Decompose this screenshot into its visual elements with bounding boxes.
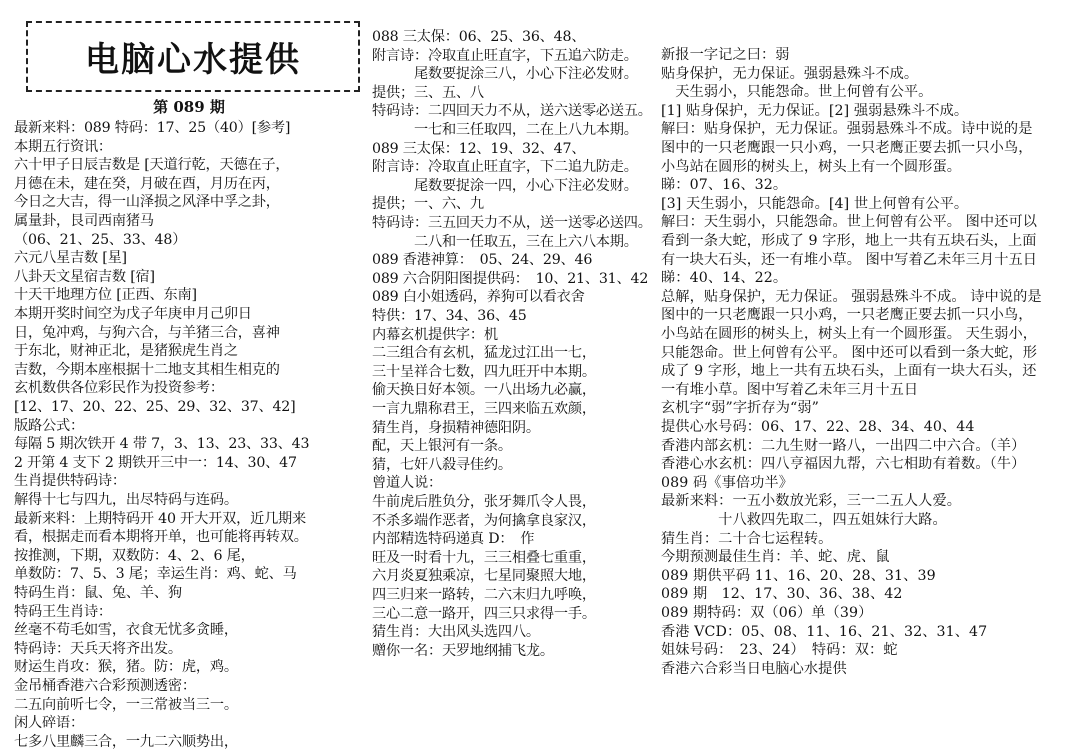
- middle-line: 偷天换日好本领。一八出场九必赢，: [372, 382, 596, 399]
- middle-line: 二三组合有玄机，猛龙过江出一七，: [372, 345, 596, 362]
- right-line: 新报一字记之曰：弱: [661, 47, 790, 63]
- right-line: 提供心水号码：06、17、22、28、34、40、44: [661, 419, 975, 435]
- middle-line: 提供；三、五、八: [372, 84, 484, 101]
- right-line: 香港 VCD：05、08、11、16、21、32、31、47: [661, 623, 988, 640]
- right-line: 香港六合彩当日电脑心水提供: [661, 660, 847, 677]
- left-line: 按推测，下期，双数防：4、2、6 尾，: [14, 547, 255, 564]
- middle-line: 尾数要捉涂一四，小心下注必发财。: [372, 177, 638, 194]
- right-line: 089 期特码：双（06）单（39）: [661, 605, 873, 621]
- right-line: 睇：07、16、32。: [661, 177, 788, 194]
- left-line: 今日之大吉，得一山泽损之风泽中孚之卦，: [14, 194, 280, 211]
- middle-line: 配，天上银河有一条。: [372, 438, 512, 455]
- left-line: 特码生肖：鼠、兔、羊、狗: [14, 585, 182, 601]
- left-line: 属量卦，艮司西南猪马: [14, 213, 154, 229]
- left-line: 2 开第 4 支下 2 期铁开三中一：14、30、47: [14, 454, 297, 471]
- left-line: 月德在未，建在癸，月破在酉，月历在丙，: [14, 175, 280, 192]
- middle-line: 猜生肖：大出风头选四八。: [372, 624, 540, 641]
- middle-line: 二八和一任取五，三在上六八本期。: [372, 233, 638, 250]
- right-line: 解曰：天生弱小，只能怨命。世上何曾有公平。 图中还可以: [661, 214, 1038, 231]
- left-line: 日，兔冲鸡，与狗六合，与羊猪三合，喜神: [14, 324, 280, 341]
- left-line: 六十甲子日辰吉数是 [天道行乾，天德在子，: [14, 157, 290, 174]
- right-line: 姐妹号码： 23、24） 特码：双：蛇: [661, 642, 898, 659]
- middle-line: 一七和三任取四，二在上八九本期。: [372, 122, 638, 138]
- middle-line: 088 三太保：06、25、36、48、: [372, 29, 586, 45]
- page-title: 电脑心水提供: [85, 40, 301, 80]
- left-line: 单数防：7、5、3 尾；幸运生肖：鸡、蛇、马: [14, 566, 297, 583]
- right-line: [3] 天生弱小，只能怨命。[4] 世上何曾有公平。: [661, 195, 969, 212]
- left-line: （06、21、25、33、48）: [14, 231, 187, 248]
- middle-line: 089 六合阴阳图提供码： 10、21、31、42: [372, 270, 649, 287]
- right-line: 猜生肖：二十合七运程转。: [661, 530, 833, 547]
- right-line: 成了 9 字形，地上一共有五块石头，上面有一块大石头，还: [661, 363, 1037, 380]
- left-line: 本期五行资讯：: [14, 138, 112, 155]
- middle-line: 旺及一时看十九，三三相叠七重重，: [372, 549, 596, 566]
- right-line: 一有堆小草。图中写着乙未年三月十五日: [661, 381, 919, 398]
- right-line: 图中的一只老鹰跟一只小鸡，一只老鹰正要去抓一只小鸟，: [661, 307, 1033, 324]
- middle-line: 附言诗：冷取直止旺直字，下五追六防走。: [372, 47, 638, 64]
- left-line: 金吊桶香港六合彩预测透密：: [14, 678, 196, 694]
- left-line: 六元八星吉数 [星]: [14, 250, 127, 267]
- left-line: 吉数，今期本座根据十二地支其相生相克的: [14, 361, 280, 378]
- title-banner: [26, 21, 360, 92]
- right-line: 睇：40、14、22。: [661, 270, 788, 287]
- middle-line: 猜生肖，身损精神德阳阴。: [372, 419, 540, 436]
- middle-line: 089 三太保：12、19、32、47、: [372, 140, 586, 157]
- right-line: 今期预测最佳生肖：羊、蛇、虎、鼠: [661, 549, 890, 566]
- right-line: 十八救四先取二，四五姐妹行大路。: [661, 512, 947, 528]
- middle-line: 猜，七奸八殺寻佳约。: [372, 456, 512, 473]
- left-line: 玄机数供各位彩民作为投资参考：: [14, 380, 224, 397]
- right-line: 089 期 12、17、30、36、38、42: [661, 586, 903, 603]
- right-line: 089 期供平码 11、16、20、28、31、39: [661, 567, 936, 584]
- middle-line: 附言诗：冷取直止旺直字，下二追九防走。: [372, 159, 638, 176]
- right-line: [1] 贴身保护，无力保证。[2] 强弱悬殊斗不成。: [661, 102, 969, 119]
- right-line: 089 码《事倍功半》: [661, 474, 794, 491]
- middle-line: 赠你一名：天罗地纲捕飞龙。: [372, 642, 554, 659]
- left-line: 丝毫不苟毛如雪，衣食无忧多贪睡，: [14, 622, 238, 639]
- left-line: 生肖提供特码诗：: [14, 473, 126, 490]
- left-line: 特码诗：天兵天将齐出发。: [14, 640, 182, 657]
- middle-line: 六月炎夏独乘凉，七星同聚照大地，: [372, 568, 596, 585]
- left-line: 财运生肖攻：猴，猪。防：虎，鸡。: [14, 659, 238, 676]
- right-line: 看到一条大蛇，形成了 9 字形，地上一共有五块石头，上面: [661, 233, 1037, 249]
- right-line: 小鸟站在圆形的树头上，树头上有一个圆形蛋。 天生弱小，: [661, 326, 1038, 342]
- right-line: 图中的一只老鹰跟一只小鸡，一只老鹰正要去抓一只小鸟，: [661, 140, 1033, 156]
- middle-line: 特供：17、34、36、45: [372, 308, 527, 324]
- left-line: 每隔 5 期次铁开 4 带 7，3、13、23、33、43: [14, 436, 310, 453]
- left-line: 最新来料：上期特码开 40 开大开双，近几期来: [14, 510, 307, 527]
- middle-line: 特码诗：二四回天力不从，送六送零必送五。: [372, 103, 652, 120]
- middle-line: 特码诗：三五回天力不从，送一送零必送四。: [372, 215, 652, 231]
- middle-line: 一言九鼎称君王，三四来临五欢颜，: [372, 401, 596, 417]
- right-line: 总解，贴身保护，无力保证。 强弱悬殊斗不成。 诗中说的是: [661, 288, 1042, 305]
- right-line: 有一块大石头，还一有堆小草。 图中写着乙未年三月十五日: [661, 251, 1038, 268]
- left-line: 于东北，财神正北，是猪猴虎生肖之: [14, 343, 238, 360]
- middle-line: 三心二意一路开，四三只求得一手。: [372, 605, 596, 622]
- middle-line: 不杀多端作恶者，为何擒拿良家汉，: [372, 512, 596, 529]
- right-line: 玄机字“弱”字折存为“弱”: [661, 400, 820, 417]
- middle-line: 曾道人说：: [372, 475, 442, 492]
- right-line: 解曰：贴身保护，无力保证。强弱悬殊斗不成。诗中说的是: [661, 121, 1033, 138]
- middle-line: 089 香港神算： 05、24、29、46: [372, 252, 593, 269]
- right-line: 只能怨命。世上何曾有公平。 图中还可以看到一条大蛇，形: [661, 344, 1038, 361]
- left-line: [12、17、20、22、25、29、32、37、42]: [14, 399, 296, 415]
- left-line: 解得十七与四九，出尽特码与连码。: [14, 492, 238, 508]
- left-line: 本期开奖时间空为戊子年庚申月己卯日: [14, 306, 252, 322]
- issue-number: 第 089 期: [153, 98, 225, 116]
- right-line: 贴身保护，无力保证。强弱悬殊斗不成。: [661, 65, 919, 82]
- middle-line: 四三归来一路转，二六末归九呼唤，: [372, 587, 596, 603]
- middle-line: 尾数要捉涂三八，小心下注必发财。: [372, 66, 638, 83]
- left-line: 十天干地理方位 [正西、东南]: [14, 287, 197, 304]
- right-line: 小鸟站在圆形的树头上，树头上有一个圆形蛋。: [661, 158, 962, 175]
- middle-line: 三十呈祥合七数，四九旺开中本期。: [372, 363, 596, 380]
- middle-line: 牛前虎后胜负分，张牙舞爪令人畏，: [372, 494, 596, 510]
- left-line: 八卦天文星宿吉数 [宿]: [14, 268, 155, 285]
- right-line: 香港内部玄机：二九生财一路八，一出四二中六合。（羊）: [661, 437, 1026, 454]
- left-line: 看，根据走而看本期将开单，也可能将再转双。: [14, 529, 308, 546]
- left-line: 二五向前听七令，一三常被当三一。: [14, 696, 238, 713]
- right-line: 最新来料：一五小数放光彩，三一二五人人爱。: [661, 493, 962, 510]
- middle-line: 内部精选特码递真 D： 作: [372, 531, 535, 548]
- left-line: 最新来料：089 特码：17、25（40）[参考]: [14, 120, 291, 136]
- left-line: 七多八里麟三合，一九二六顺势出，: [14, 733, 238, 750]
- right-line: 天生弱小，只能怨命。世上何曾有公平。: [661, 84, 933, 101]
- right-line: 香港心水玄机：四八亨福因九帮，六七相助有着数。（牛）: [661, 456, 1026, 473]
- left-line: 版路公式：: [14, 417, 84, 434]
- middle-line: 089 白小姐透码，养狗可以看衣舍: [372, 289, 585, 306]
- middle-line: 内幕玄机提供字：机: [372, 326, 498, 343]
- middle-line: 提供；一、六、九: [372, 196, 484, 213]
- left-line: 特码王生肖诗：: [14, 603, 112, 620]
- left-line: 闲人碎语：: [14, 715, 84, 732]
